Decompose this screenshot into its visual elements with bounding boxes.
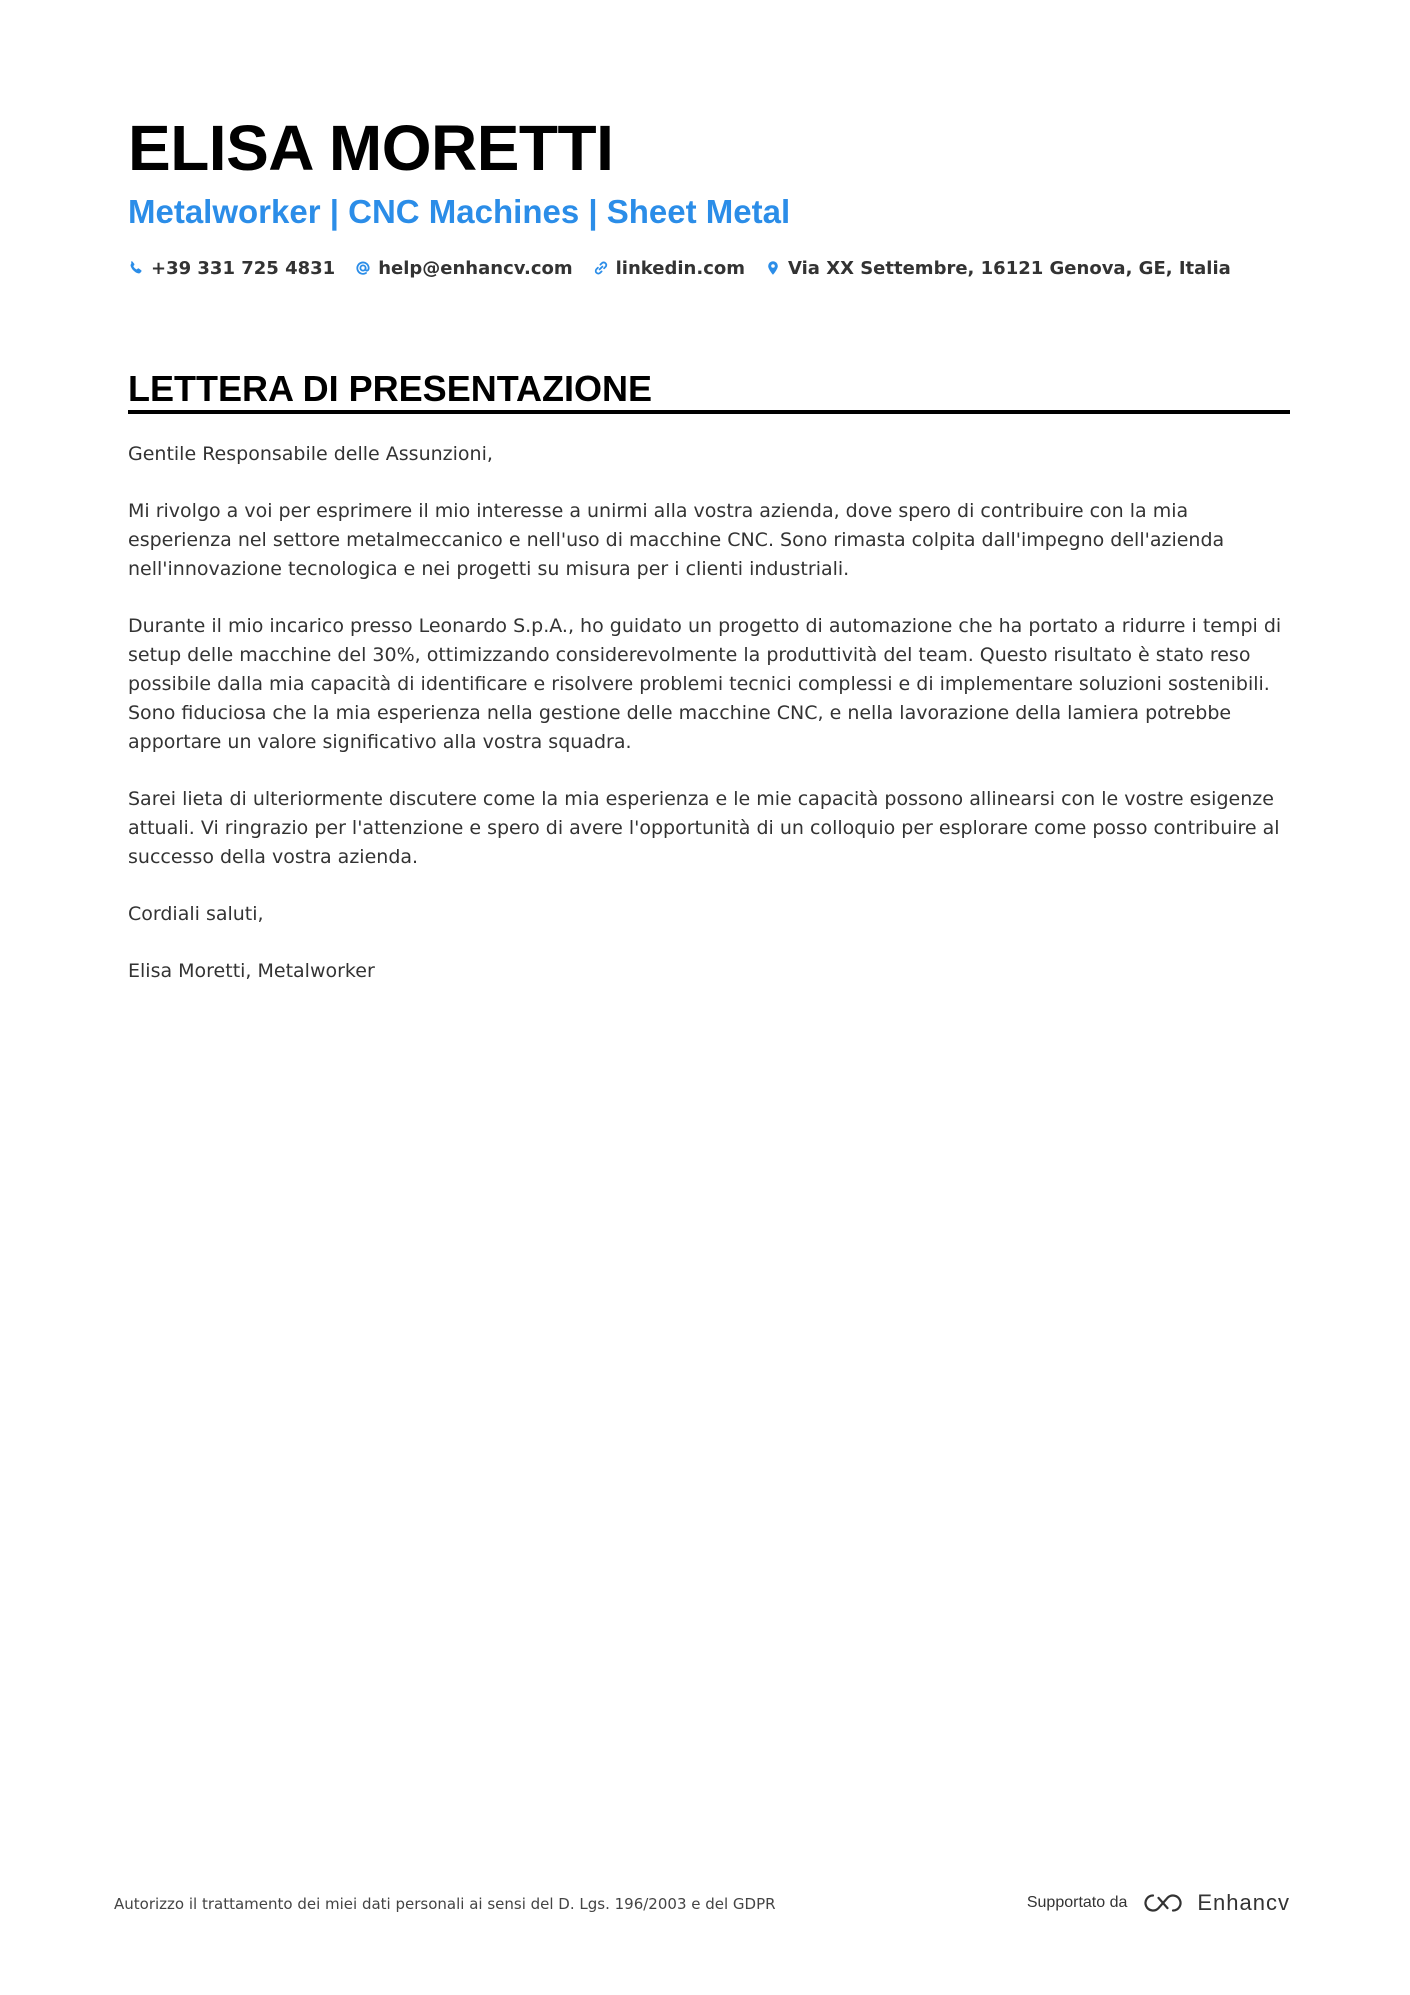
powered-by[interactable] [1027,1890,1290,1916]
letter-paragraph: Durante il mio incarico presso Leonardo S.p.A., ho guidato un progetto di automazione che ha portato a ridurre i tempi di setup delle macchine del 30%, ottimizzando considerevolmente la produttività del team. Questo risultato è stato reso possibile dalla mia capacità di identificare e risolvere problemi tecnici complessi e di implementare soluzioni sostenibili. Sono fiduciosa che la mia esperienza nella gestione delle macchine CNC, e nella lavorazione della lamiera potrebbe apportare un valore significativo alla vostra squadra. [128,615,1282,753]
enhancv-brand: Enhancv [1197,1890,1290,1915]
contact-email[interactable] [355,258,572,279]
contact-linkedin[interactable] [593,258,745,279]
letter-signature: Elisa Moretti, Metalworker [128,960,375,982]
location-pin-icon [765,260,781,276]
at-icon [355,260,371,276]
contact-bar [128,254,1251,282]
address-text: Via XX Settembre, 16121 Genova, GE, Italia [788,257,1231,279]
candidate-name: ELISA MORETTI [128,112,614,184]
letter-paragraph: Mi rivolgo a voi per esprimere il mio interesse a unirmi alla vostra azienda, dove spero di contribuire con la mia esperienza nel settore metalmeccanico e nell'uso di macchine CNC. Sono rimasta colpita dall'impegno dell'azienda nell'innovazione tecnologica e nei progetti su misura per i clienti industriali. [128,500,1225,580]
letter-greeting: Gentile Responsabile delle Assunzioni, [128,443,493,465]
enhancv-logo-icon [1139,1890,1187,1916]
email-text[interactable]: help@enhancv.com [378,257,573,279]
section-divider [128,410,1290,414]
letter-closing: Cordiali saluti, [128,903,264,925]
letter-body [128,440,1290,1014]
linkedin-text[interactable]: linkedin.com [615,257,745,279]
letter-paragraph: Sarei lieta di ulteriormente discutere come la mia esperienza e le mie capacità possono allinearsi con le vostre esigenze attuali. Vi ringrazio per l'attenzione e spero di avere l'opportunità di un colloquio per esplorare come posso contribuire al successo della vostra azienda. [128,788,1280,868]
section-title: LETTERA DI PRESENTAZIONE [128,368,653,409]
candidate-title: Metalworker | CNC Machines | Sheet Metal [128,193,791,230]
link-icon [593,260,609,276]
phone-icon [128,260,144,276]
privacy-note: Autorizzo il trattamento dei miei dati personali ai sensi del D. Lgs. 196/2003 e del GDPR [114,1895,776,1913]
powered-label: Supportato da [1026,1894,1128,1911]
phone-text: +39 331 725 4831 [151,257,336,279]
contact-address [765,258,1231,279]
contact-phone [128,258,335,279]
